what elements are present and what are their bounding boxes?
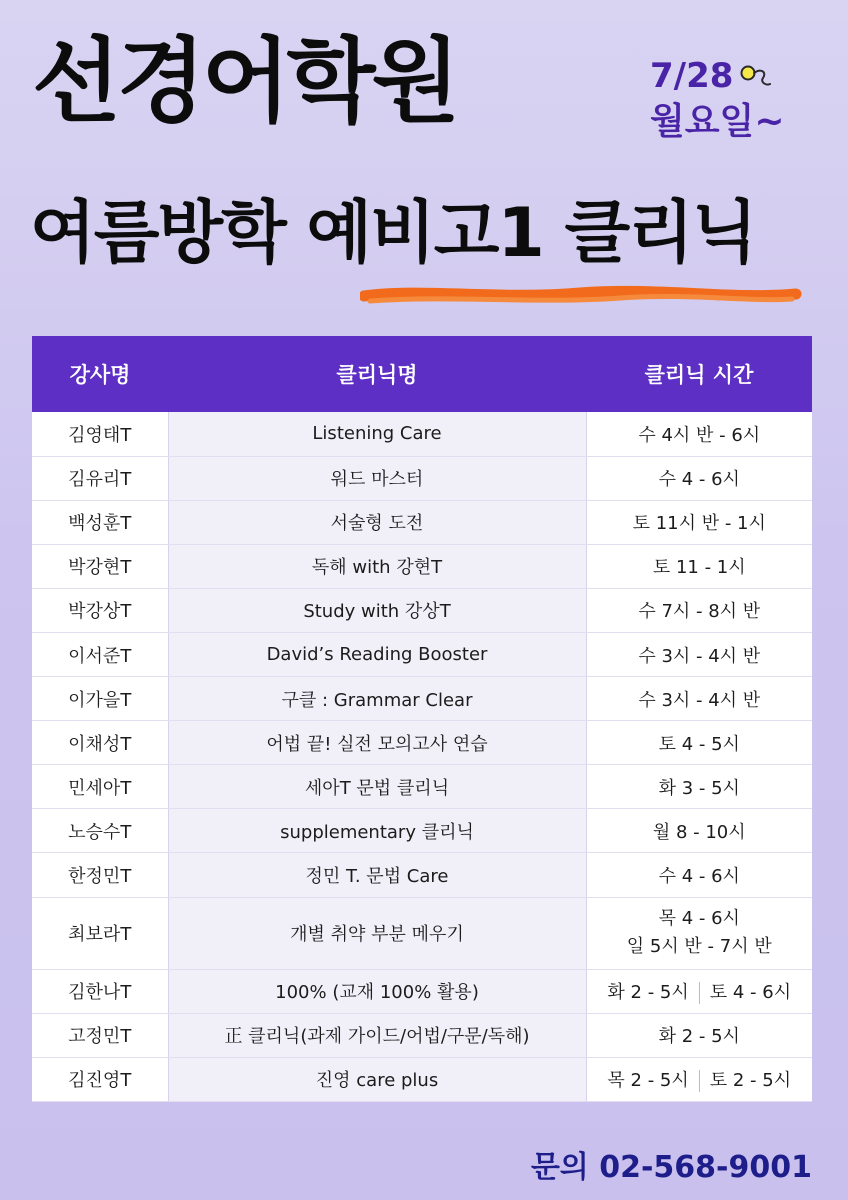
- header-clinic-time: 클리닉 시간: [586, 336, 812, 412]
- time-slot: 토 4 - 6시: [709, 982, 792, 1004]
- header-teacher: 강사명: [32, 336, 168, 412]
- clinic-time-cell: [586, 765, 812, 809]
- clinic-name-cell: 正 클리닉(과제 가이드/어법/구문/독해): [168, 1013, 586, 1057]
- clinic-time-cell: [586, 897, 812, 969]
- clinic-name-cell: 어법 끝! 실전 모의고사 연습: [168, 721, 586, 765]
- clinic-time-cell: [586, 588, 812, 632]
- teacher-cell: 이가을T: [32, 677, 168, 721]
- contact-info: 문의 02-568-9001: [530, 1150, 812, 1185]
- clinic-time-cell: [586, 412, 812, 456]
- teacher-cell: 김진영T: [32, 1057, 168, 1101]
- teacher-cell: 민세아T: [32, 765, 168, 809]
- clinic-name-cell: 세아T 문법 클리닉: [168, 765, 586, 809]
- clinic-name-cell: 정민 T. 문법 Care: [168, 853, 586, 897]
- teacher-cell: 노승수T: [32, 809, 168, 853]
- teacher-cell: 한정민T: [32, 853, 168, 897]
- time-slot: 수 4 - 6시: [658, 865, 740, 887]
- table-row: [32, 853, 812, 897]
- time-slot: 화 3 - 5시: [658, 777, 740, 799]
- clinic-time-cell: [586, 1057, 812, 1101]
- time-slot: 토 4 - 5시: [658, 733, 740, 755]
- academy-name: 선경어학원: [32, 28, 457, 135]
- table-row: [32, 677, 812, 721]
- clinic-time-cell: [586, 456, 812, 500]
- teacher-cell: 고정민T: [32, 1013, 168, 1057]
- start-day: 월요일~: [650, 101, 785, 143]
- time-slot: 토 11 - 1시: [652, 557, 746, 579]
- teacher-cell: 이채성T: [32, 721, 168, 765]
- table-row: [32, 456, 812, 500]
- clinic-name-cell: supplementary 클리닉: [168, 809, 586, 853]
- clinic-time-cell: [586, 632, 812, 676]
- table-row: [32, 588, 812, 632]
- clinic-time-cell: [586, 809, 812, 853]
- table-row: [32, 500, 812, 544]
- program-title: 여름방학 예비고1 클리닉: [30, 194, 756, 273]
- clinic-time-cell: [586, 969, 812, 1013]
- time-slot: 토 2 - 5시: [709, 1070, 792, 1092]
- date-block: [650, 58, 790, 144]
- teacher-cell: 박강상T: [32, 588, 168, 632]
- clinic-name-cell: David’s Reading Booster: [168, 632, 586, 676]
- clinic-time-cell: [586, 500, 812, 544]
- clinic-name-cell: 서술형 도전: [168, 500, 586, 544]
- teacher-cell: 최보라T: [32, 897, 168, 969]
- table-row: [32, 632, 812, 676]
- time-separator: [699, 982, 700, 1004]
- table-row: [32, 721, 812, 765]
- table-row: [32, 1013, 812, 1057]
- teacher-cell: 김한나T: [32, 969, 168, 1013]
- time-slot: 목 4 - 6시: [658, 908, 740, 930]
- time-slot: 토 11시 반 - 1시: [632, 513, 766, 535]
- clinic-time-cell: [586, 544, 812, 588]
- start-date: 7/28: [650, 56, 734, 96]
- clinic-name-cell: 독해 with 강현T: [168, 544, 586, 588]
- doodle-icon: [739, 62, 773, 92]
- teacher-cell: 이서준T: [32, 632, 168, 676]
- table-row: [32, 412, 812, 456]
- teacher-cell: 김유리T: [32, 456, 168, 500]
- table-row: [32, 969, 812, 1013]
- teacher-cell: 박강현T: [32, 544, 168, 588]
- time-slot: 수 7시 - 8시 반: [638, 601, 761, 623]
- clinic-time-cell: [586, 721, 812, 765]
- clinic-time-cell: [586, 677, 812, 721]
- clinic-name-cell: Listening Care: [168, 412, 586, 456]
- time-slot: 수 4시 반 - 6시: [638, 424, 761, 446]
- table-row: [32, 765, 812, 809]
- time-slot: 수 3시 - 4시 반: [638, 689, 761, 711]
- table-row: [32, 1057, 812, 1101]
- table-row: [32, 544, 812, 588]
- teacher-cell: 김영태T: [32, 412, 168, 456]
- clinic-time-cell: [586, 853, 812, 897]
- table-row: [32, 809, 812, 853]
- time-slot: 화 2 - 5시: [658, 1026, 740, 1048]
- teacher-cell: 백성훈T: [32, 500, 168, 544]
- clinic-name-cell: 100% (교재 100% 활용): [168, 969, 586, 1013]
- time-slot: 수 3시 - 4시 반: [638, 645, 761, 667]
- clinic-name-cell: 구클 : Grammar Clear: [168, 677, 586, 721]
- table-header-row: [32, 336, 812, 412]
- clinic-name-cell: 워드 마스터: [168, 456, 586, 500]
- header-clinic-name: 클리닉명: [168, 336, 586, 412]
- time-slot: 수 4 - 6시: [658, 469, 740, 491]
- clinic-name-cell: 개별 취약 부분 메우기: [168, 897, 586, 969]
- time-separator: [699, 1070, 700, 1092]
- time-slot: 월 8 - 10시: [652, 821, 746, 843]
- table-body: [32, 412, 812, 1101]
- time-slot: 일 5시 반 - 7시 반: [626, 936, 772, 958]
- clinic-time-cell: [586, 1013, 812, 1057]
- table-row: [32, 897, 812, 969]
- clinic-table: [32, 336, 812, 1102]
- clinic-name-cell: Study with 강상T: [168, 588, 586, 632]
- title-underline: [360, 282, 802, 310]
- clinic-name-cell: 진영 care plus: [168, 1057, 586, 1101]
- time-slot: 화 2 - 5시: [607, 982, 689, 1004]
- time-slot: 목 2 - 5시: [607, 1070, 689, 1092]
